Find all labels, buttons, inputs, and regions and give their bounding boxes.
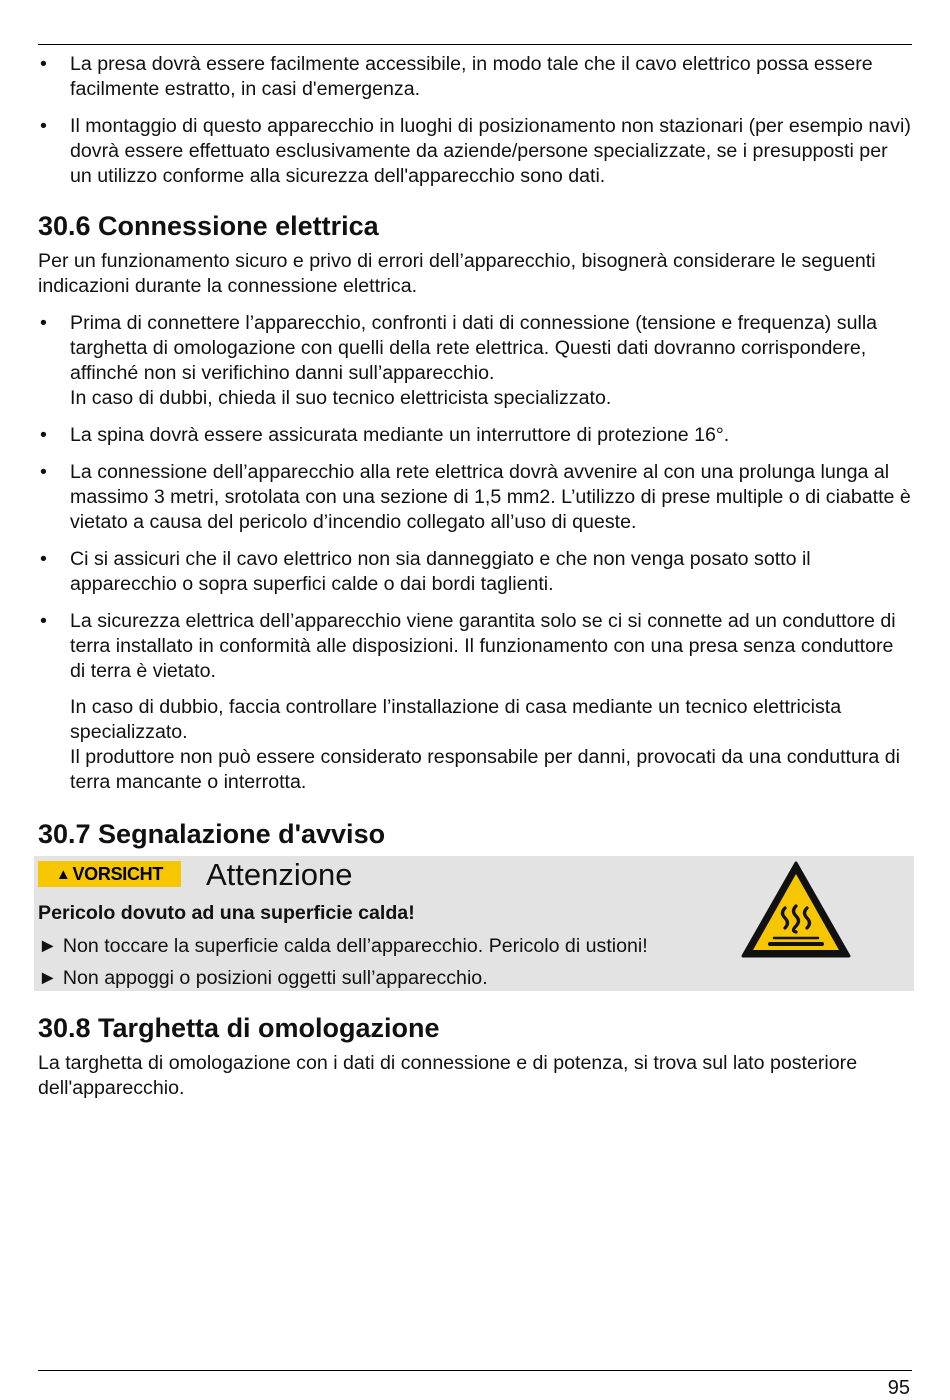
header-rule <box>38 44 912 45</box>
list-item-note: In caso di dubbi, chieda il suo tecnico elettricista specializzato. <box>70 387 612 409</box>
list-item-text: Prima di connettere l’apparecchio, confronti i dati di connessione (tensione e frequenza) sulla targhetta di omologazione con quelli della rete elettrica. Questi dati dovranno corrispondere, affinché non si verifichino danni sull’apparecchio. <box>70 312 878 384</box>
signal-word-badge <box>38 861 181 887</box>
page-content <box>38 52 914 1101</box>
warning-title: Attenzione <box>206 857 353 892</box>
page-number: 95 <box>887 1377 910 1399</box>
section-text: La targhetta di omologazione con i dati di connessione e di potenza, si trova sul lato posteriore dell'apparecchio. <box>38 1052 858 1099</box>
signal-word: VORSICHT <box>72 863 164 884</box>
warning-subtitle: Pericolo dovuto ad una superficie calda! <box>38 902 415 924</box>
warning-triangle-icon: ▲ <box>55 865 71 883</box>
section-intro: Per un funzionamento sicuro e privo di errori dell’apparecchio, bisognerà considerare le seguenti indicazioni durante la connessione elettrica. <box>38 250 876 297</box>
list-item-note <box>70 695 914 795</box>
section-heading-30-6: 30.6 Connessione elettrica <box>38 211 379 241</box>
list-item: • Il montaggio di questo apparecchio in luoghi di posizionamento non stazionari (per esempio navi) dovrà essere effettuato esclusivamente da aziende/persone specializzate, se i presupposti per un utilizzo conforme alla sicurezza dell'apparecchio sono dati. <box>38 114 914 189</box>
list-item-text: La sicurezza elettrica dell’apparecchio viene garantita solo se ci si connette ad un conduttore di terra installato in conformità alle disposizioni. Il funzionamento con una presa senza conduttore di terra è vietato. <box>70 610 896 682</box>
warning-instruction: ► Non appoggi o posizioni oggetti sull’apparecchio. <box>38 967 488 989</box>
section-heading-30-7: 30.7 Segnalazione d'avviso <box>38 819 386 849</box>
list-item <box>38 311 914 411</box>
hot-surface-warning-icon <box>740 860 852 960</box>
warning-instruction: ► Non toccare la superficie calda dell’apparecchio. Pericolo di ustioni! <box>38 935 648 957</box>
warning-box <box>34 856 914 991</box>
list-item <box>38 609 914 795</box>
top-bullet-list <box>38 52 914 189</box>
footer-rule <box>38 1370 912 1371</box>
list-item: • La spina dovrà essere assicurata mediante un interruttore di protezione 16°. <box>38 423 914 448</box>
note-line: Il produttore non può essere considerato responsabile per danni, provocati da una conduttura di terra mancante o interrotta. <box>70 746 901 793</box>
list-item: • La presa dovrà essere facilmente accessibile, in modo tale che il cavo elettrico possa essere facilmente estratto, in casi d'emergenza. <box>38 52 914 102</box>
list-item: • Ci si assicuri che il cavo elettrico non sia danneggiato e che non venga posato sotto il apparecchio o sopra superfici calde o dai bordi taglienti. <box>38 547 914 597</box>
section-heading-30-8: 30.8 Targhetta di omologazione <box>38 1013 440 1043</box>
connection-bullet-list <box>38 311 914 795</box>
list-item: • La connessione dell’apparecchio alla rete elettrica dovrà avvenire al con una prolunga lunga al massimo 3 metri, srotolata con una sezione di 1,5 mm2. L’utilizzo di prese multiple o di ciabatte è vietato a causa del pericolo d’incendio collegato all’uso di queste. <box>38 460 914 535</box>
note-line: In caso di dubbio, faccia controllare l’installazione di casa mediante un tecnico elettricista specializzato. <box>70 696 842 743</box>
